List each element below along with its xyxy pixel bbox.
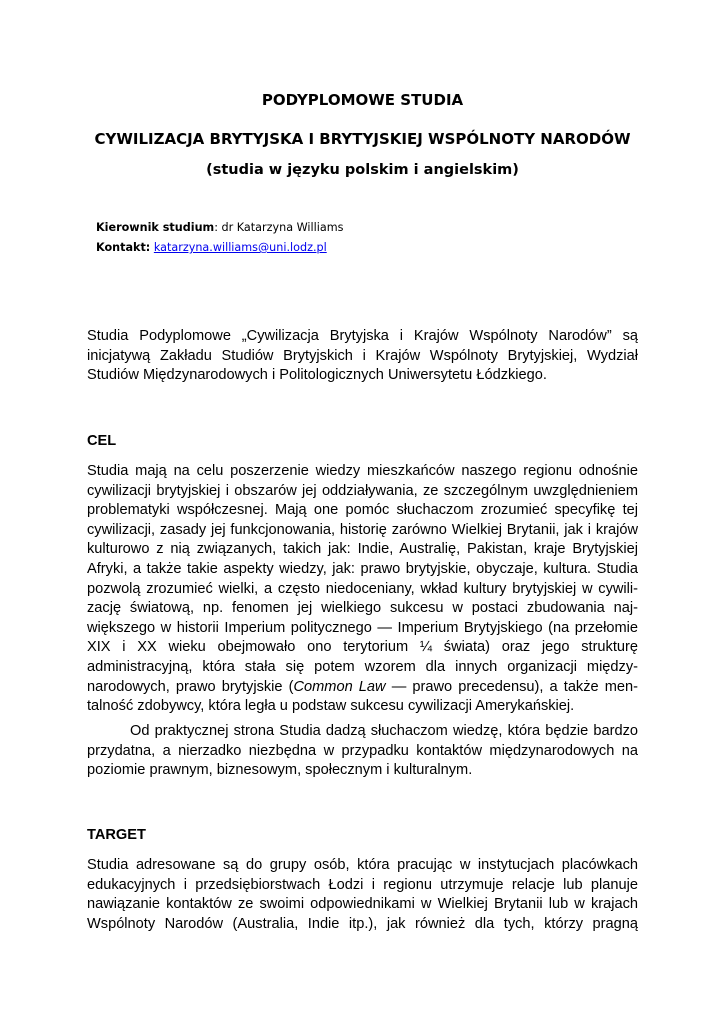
intro-line: Studia Podyplomowe „Cywilizacja Brytyjska i Krajów Wspólnoty Narodów” są — [87, 328, 638, 344]
cel-line: cywilizacji brytyjskiej i obszarów jej oddziaływania, ze szczególnym uwzględnieniem — [87, 482, 638, 499]
cel2-line: przydatna, a nierzadko niezbędna w przypadku kontaktów międzynarodowych na — [87, 742, 638, 759]
cel-line: większego w historii Imperium politycznego — Imperium Brytyjskiego (na przełomie — [87, 619, 638, 636]
target-line: Studia adresowane są do grupy osób, która pracując w instytucjach placówkach — [87, 857, 638, 873]
cel-paragraph-1 — [87, 462, 638, 717]
cel-line-part: — prawo precedensu), a także men- — [385, 678, 638, 695]
language-note: (studia w języku polskim i angielskim) — [206, 162, 519, 178]
manager-line — [96, 218, 343, 238]
cel-line: cywilizacji, zasady jej funkcjonowania, historię zarówno Wielkiej Brytanii, jak i krajów — [87, 521, 638, 538]
page-subtitle: CYWILIZACJA BRYTYJSKA I BRYTYJSKIEJ WSPÓLNOTY NARODÓW — [94, 130, 631, 148]
cel-paragraph-2 — [87, 722, 638, 781]
target-paragraph — [87, 856, 638, 934]
page-title: PODYPLOMOWE STUDIA — [261, 91, 464, 109]
cel-line: XIX i XX wieku obejmowało ono terytorium ¼ świata) oraz jego strukturę — [87, 639, 638, 656]
cel-line: talność zdobywcy, która legła u podstaw sukcesu cywilizacji Amerykańskiej. — [87, 698, 575, 715]
manager-name: dr Katarzyna Williams — [221, 221, 344, 234]
cel-line: zację światową, np. fenomen jej wielkiego sukcesu w postaci zbudowania naj- — [87, 600, 638, 617]
email-link[interactable]: katarzyna.williams@uni.lodz.pl — [153, 241, 327, 254]
intro-line: Studiów Międzynarodowych i Politologicznych Uniwersytetu Łódzkiego. — [87, 367, 547, 384]
cel-line: kulturowo z nią związanych, takich jak: Indie, Australię, Pakistan, kraje Brytyjskiej — [87, 541, 638, 558]
title-block — [0, 90, 725, 180]
section-heading-target: TARGET — [87, 827, 146, 843]
intro-line: inicjatywą Zakładu Studiów Brytyjskich i Krajów Wspólnoty Brytyjskiej, Wydział — [87, 347, 638, 364]
section-heading-cel: CEL — [87, 433, 117, 449]
cel-line-common-law — [87, 678, 638, 698]
target-line: edukacyjnych i przedsiębiorstwach Łodzi i regionu utrzymuje relacje lub planuje — [87, 876, 638, 893]
contact-line — [96, 238, 343, 258]
contact-block — [96, 218, 343, 258]
cel-line-part: narodowych, prawo brytyjskie ( — [87, 678, 294, 695]
cel2-line: Od praktycznej strona Studia dadzą słuchaczom wiedzę, która będzie bardzo — [130, 723, 638, 739]
cel2-line: poziomie prawnym, biznesowym, społecznym i kulturalnym. — [87, 762, 473, 779]
manager-label: Kierownik studium — [96, 221, 215, 234]
cel-line: administracyjną, która stała się potem wzorem dla innych organizacji między- — [87, 658, 638, 675]
cel-line: problematyki współczesnej. Mają one pomóc słuchaczom zrozumieć specyfikę tej — [87, 502, 638, 519]
target-line: nawiązanie kontaktów ze swoimi odpowiednikami w Wielkiej Brytanii lub w krajach — [87, 896, 638, 913]
cel-line: Afryki, a także takie aspekty wiedzy, jak: prawo brytyjskie, obyczaje, kultura. Studia — [87, 560, 638, 577]
cel-line: Studia mają na celu poszerzenie wiedzy mieszkańców naszego regionu odnośnie — [87, 463, 638, 479]
manager-separator: : — [214, 221, 222, 234]
intro-paragraph — [87, 327, 638, 386]
common-law-term: Common Law — [293, 678, 386, 695]
target-line: Wspólnoty Narodów (Australia, Indie itp.), jak również dla tych, którzy pragną — [87, 915, 638, 932]
cel-line: pozwolą zrozumieć wielki, a często niedoceniany, wkład kultury brytyjskiej w cywili- — [87, 580, 638, 597]
contact-label: Kontakt: — [96, 241, 151, 254]
